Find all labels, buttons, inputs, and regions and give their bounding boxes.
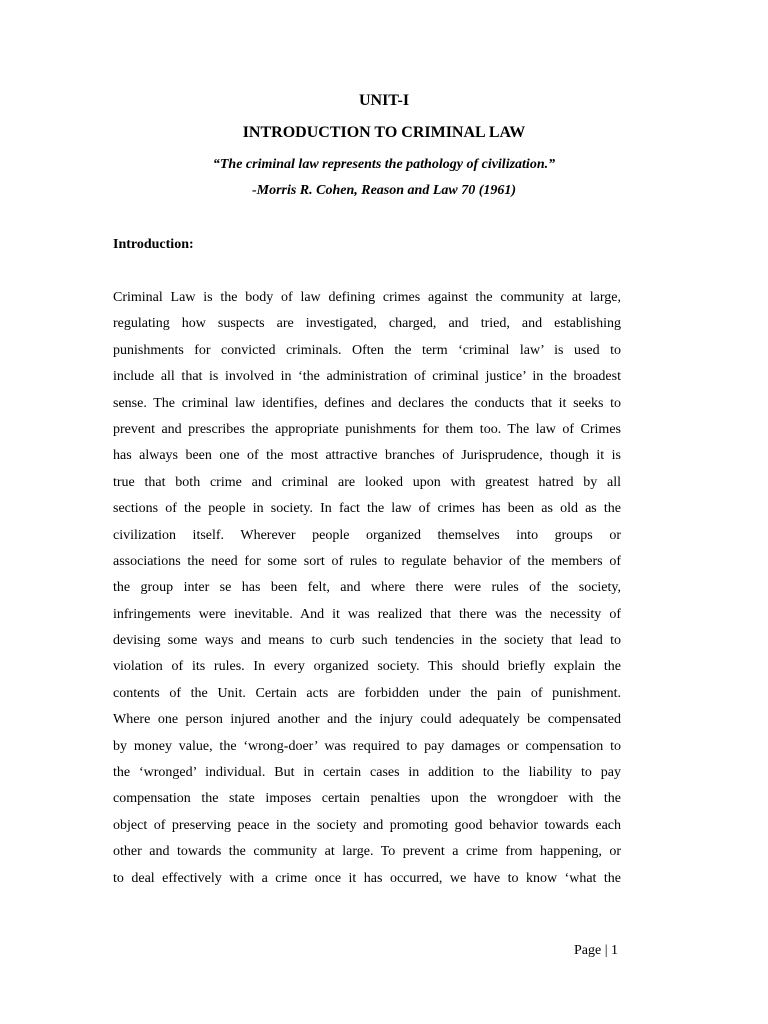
body-line: sense. The criminal law identifies, defines and declares the conducts that it seeks to (113, 395, 621, 411)
page-number: Page | 1 (574, 943, 619, 958)
body-line: other and towards the community at large. To prevent a crime from happening, or (113, 844, 621, 860)
body-line: to deal effectively with a crime once it has occurred, we have to know ‘what the (113, 870, 621, 886)
body-line: violation of its rules. In every organized society. This should briefly explain the (113, 659, 621, 675)
body-line: Where one person injured another and the injury could adequately be compensated (113, 712, 621, 728)
body-line: contents of the Unit. Certain acts are forbidden under the pain of punishment. (113, 685, 621, 701)
body-line: by money value, the ‘wrong-doer’ was required to pay damages or compensation to (113, 738, 621, 754)
page-title: INTRODUCTION TO CRIMINAL LAW (242, 124, 526, 141)
unit-title: UNIT-I (358, 92, 410, 109)
body-line: has always been one of the most attractive branches of Jurisprudence, though it is (113, 448, 621, 464)
body-line: true that both crime and criminal are looked upon with greatest hatred by all (113, 474, 621, 490)
body-line: infringements were inevitable. And it was realized that there was the necessity of (113, 606, 621, 622)
body-line: object of preserving peace in the society and promoting good behavior towards each (113, 817, 621, 833)
body-line: regulating how suspects are investigated, charged, and tried, and establishing (113, 316, 621, 332)
body-paragraph (113, 285, 621, 892)
body-line: devising some ways and means to curb such tendencies in the society that lead to (113, 633, 621, 649)
epigraph-quote: “The criminal law represents the pathology of civilization.” (212, 157, 556, 172)
body-line: civilization itself. Wherever people organized themselves into groups or (113, 527, 621, 543)
body-line: the ‘wronged’ individual. But in certain cases in addition to the liability to pay (113, 765, 621, 781)
body-line: sections of the people in society. In fact the law of crimes has been as old as the (113, 501, 621, 517)
body-line: associations the need for some sort of rules to regulate behavior of the members of (113, 553, 621, 569)
body-line: Criminal Law is the body of law defining crimes against the community at large, (113, 290, 621, 305)
section-heading: Introduction: (113, 237, 194, 252)
body-line: include all that is involved in ‘the administration of criminal justice’ in the broadest (113, 369, 621, 385)
epigraph-source: -Morris R. Cohen, Reason and Law 70 (1961) (251, 183, 517, 198)
body-line: punishments for convicted criminals. Often the term ‘criminal law’ is used to (113, 342, 621, 358)
body-line: the group inter se has been felt, and where there were rules of the society, (113, 580, 621, 596)
body-line: prevent and prescribes the appropriate punishments for them too. The law of Crimes (113, 421, 621, 437)
body-line: compensation the state imposes certain penalties upon the wrongdoer with the (113, 791, 621, 807)
